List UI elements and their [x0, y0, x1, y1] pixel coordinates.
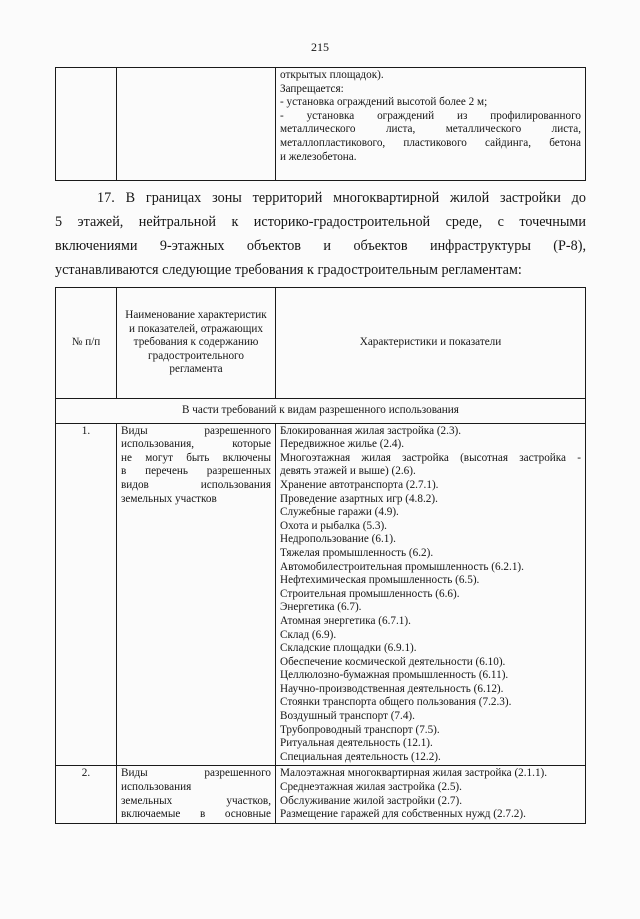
- row-name: [117, 423, 276, 766]
- table-row: [56, 423, 586, 766]
- section-title: В части требований к видам разрешенного использования: [56, 399, 586, 424]
- value-line: Охота и рыбалка (5.3).: [280, 519, 387, 532]
- value-line: Специальная деятельность (12.2).: [280, 750, 441, 763]
- text-line: металлического листа, металлического листа,: [280, 123, 581, 136]
- value-line: Строительная промышленность (6.6).: [280, 587, 460, 600]
- value-line: Тяжелая промышленность (6.2).: [280, 546, 434, 559]
- continued-table: [55, 67, 586, 181]
- value-line: Ритуальная деятельность (12.1).: [280, 737, 433, 750]
- header-number: № п/п: [56, 288, 117, 399]
- section-row: [56, 399, 586, 424]
- value-line: Энергетика (6.7).: [280, 601, 362, 614]
- value-line: Проведение азартных игр (4.8.2).: [280, 492, 438, 505]
- table-cell-empty: [56, 68, 117, 181]
- name-line: видов использования: [121, 478, 271, 491]
- table-header-row: [56, 288, 586, 399]
- value-line: Обеспечение космической деятельности (6.10).: [280, 655, 506, 668]
- value-line: Среднеэтажная жилая застройка (2.5).: [280, 781, 462, 794]
- name-line: не могут быть включены: [121, 451, 271, 464]
- name-line: использования, которые: [121, 438, 271, 451]
- page-number: 215: [311, 40, 329, 54]
- row-number: 2.: [56, 766, 117, 823]
- row-name: [117, 766, 276, 823]
- value-line: Многоэтажная жилая застройка (высотная застройка -: [280, 451, 581, 464]
- text-line: открытых площадок).: [280, 69, 384, 81]
- row-values: [276, 423, 586, 766]
- value-line: Стоянки транспорта общего пользования (7.2.3).: [280, 696, 512, 709]
- header-name: Наименование характеристик и показателей, отражающих требования к содержанию градостроительного регламента: [117, 288, 276, 399]
- row-values: [276, 766, 586, 823]
- text-line: металлопластикового, пластикового сайдинга, бетона: [280, 136, 581, 149]
- table-row: [56, 766, 586, 823]
- value-line: Трубопроводный транспорт (7.5).: [280, 723, 440, 736]
- paragraph-17: [55, 186, 586, 282]
- value-line: Блокированная жилая застройка (2.3).: [280, 424, 462, 437]
- value-line: Складские площадки (6.9.1).: [280, 642, 417, 655]
- value-line: Атомная энергетика (6.7.1).: [280, 614, 411, 627]
- value-line: Малоэтажная многоквартирная жилая застройка (2.1.1).: [280, 767, 548, 780]
- name-line: включаемые в основные: [121, 808, 271, 821]
- name-line: земельных участков: [121, 492, 217, 505]
- paragraph-line: включениями 9-этажных объектов и объектов инфраструктуры (Р-8),: [55, 238, 586, 254]
- header-values: Характеристики и показатели: [276, 288, 586, 399]
- value-line: Обслуживание жилой застройки (2.7).: [280, 794, 462, 807]
- text-line: Запрещается:: [280, 82, 344, 95]
- text-line: и железобетона.: [280, 150, 357, 163]
- text-line: - установка ограждений из профилированного: [280, 109, 581, 122]
- table-cell-text: [276, 68, 586, 181]
- paragraph-line: устанавливаются следующие требования к градостроительным регламентам:: [55, 262, 522, 278]
- value-line: Служебные гаражи (4.9).: [280, 506, 399, 519]
- value-line: Склад (6.9).: [280, 628, 337, 641]
- table-cell-empty: [117, 68, 276, 181]
- value-line: Недропользование (6.1).: [280, 533, 396, 546]
- regulations-table: [55, 287, 586, 824]
- value-line: Воздушный транспорт (7.4).: [280, 710, 415, 723]
- text-line: - установка ограждений высотой более 2 м;: [280, 96, 488, 109]
- row-number: 1.: [56, 423, 117, 766]
- value-line: Научно-производственная деятельность (6.12).: [280, 682, 504, 695]
- value-line: девять этажей и выше) (2.6).: [280, 465, 416, 478]
- value-line: Размещение гаражей для собственных нужд (2.7.2).: [280, 808, 526, 821]
- paragraph-line: 5 этажей, нейтральной к историко-градостроительной среде, с точечными: [55, 214, 586, 230]
- value-line: Нефтехимическая промышленность (6.5).: [280, 574, 480, 587]
- paragraph-line: 17. В границах зоны территорий многоквартирной жилой застройки до: [97, 190, 586, 206]
- value-line: Передвижное жилье (2.4).: [280, 438, 405, 451]
- name-line: Виды разрешенного: [121, 424, 271, 437]
- name-line: земельных участков,: [121, 794, 271, 807]
- value-line: Хранение автотранспорта (2.7.1).: [280, 478, 439, 491]
- name-line: в перечень разрешенных: [121, 465, 271, 478]
- name-line: использования: [121, 781, 192, 794]
- table-row: [56, 68, 586, 181]
- value-line: Целлюлозно-бумажная промышленность (6.11).: [280, 669, 509, 682]
- value-line: Автомобилестроительная промышленность (6.2.1).: [280, 560, 524, 573]
- name-line: Виды разрешенного: [121, 767, 271, 780]
